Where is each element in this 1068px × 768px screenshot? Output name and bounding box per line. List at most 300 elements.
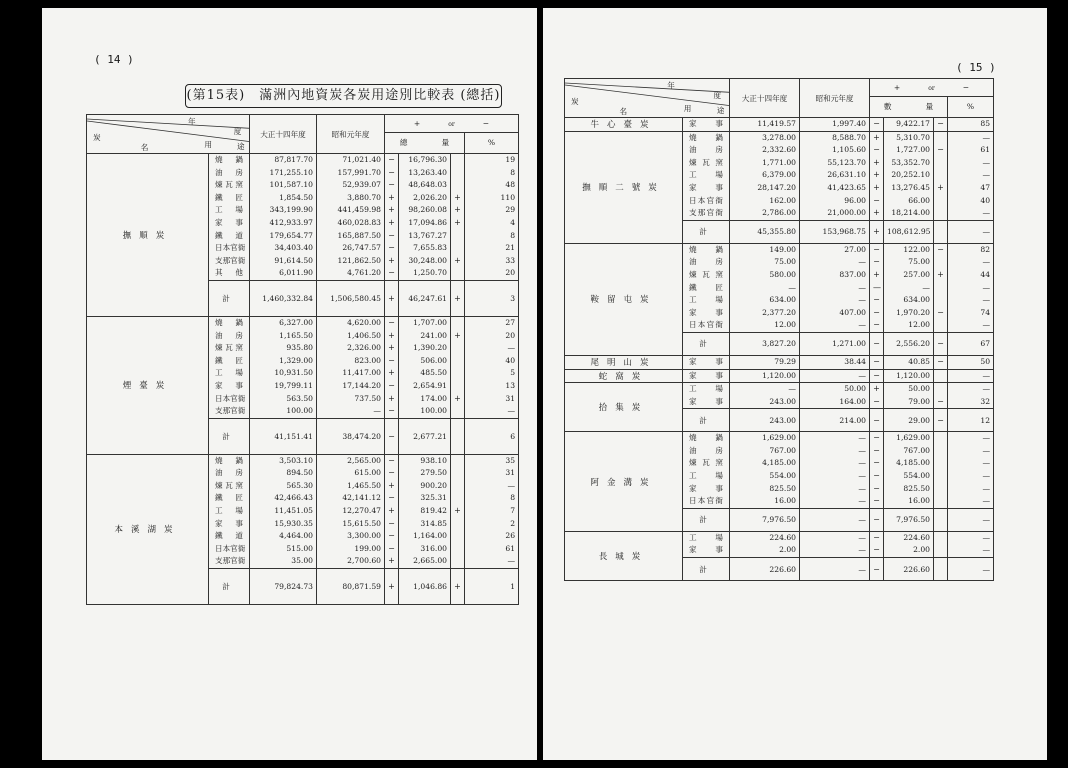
value-cell: 2,786.00 xyxy=(762,208,796,218)
value-cell: — xyxy=(982,433,991,443)
value-cell: 3,278.00 xyxy=(762,132,796,142)
percent-values xyxy=(948,383,994,409)
value-cell: — xyxy=(858,370,866,380)
diff-signs xyxy=(870,369,884,383)
value-cell: 554.00 xyxy=(903,471,930,481)
subtotal-taisho14: 3,827.20 xyxy=(730,332,800,355)
subtotal-percent-sign xyxy=(934,508,948,531)
use-label: 日本官衙 xyxy=(215,393,246,403)
use-label: 家事 xyxy=(689,182,723,192)
sign-cell xyxy=(454,355,461,368)
showa1-values xyxy=(317,454,385,568)
header-taisho14: 大正十四年度 xyxy=(250,115,317,154)
value-cell: — xyxy=(982,257,991,267)
value-cell: 407.00 xyxy=(839,307,866,317)
sign-cell: − xyxy=(873,295,880,305)
comparison-table-right xyxy=(564,78,994,581)
header-nen: 年 xyxy=(188,117,196,126)
value-cell: 21 xyxy=(505,243,516,253)
table-row xyxy=(565,531,994,557)
value-cell: 19,799.11 xyxy=(274,380,313,390)
header-name: 名 xyxy=(140,143,149,153)
header-coal: 炭 xyxy=(93,133,101,143)
value-cell: 4,464.00 xyxy=(279,531,313,541)
subtotal-taisho14: 79,824.73 xyxy=(250,569,317,605)
value-cell: — xyxy=(982,295,991,305)
subtotal-showa1: 1,271.00 xyxy=(800,332,870,355)
header-quantity-label: 量 xyxy=(925,102,934,112)
value-cell: — xyxy=(507,480,516,490)
value-cell: 2.00 xyxy=(779,545,796,555)
percent-values xyxy=(465,154,519,281)
value-cell: 343,199.90 xyxy=(269,205,313,215)
value-cell: — xyxy=(858,445,866,455)
header-to: 途 xyxy=(236,141,245,151)
sign-cell: + xyxy=(388,192,395,202)
sign-cell: + xyxy=(873,157,880,167)
value-cell: 900.20 xyxy=(420,480,447,490)
percent-signs xyxy=(934,243,948,332)
value-cell: — xyxy=(507,556,516,566)
diff-values xyxy=(884,432,934,509)
header-minus: − xyxy=(482,118,490,128)
taisho14-values xyxy=(730,383,800,409)
diff-values xyxy=(884,355,934,369)
percent-values xyxy=(948,131,994,220)
sign-cell: − xyxy=(873,356,880,366)
subtotal-percent-sign: − xyxy=(934,332,948,355)
header-showa1: 昭和元年度 xyxy=(800,79,870,118)
use-label: 家事 xyxy=(689,545,723,555)
sign-cell xyxy=(937,169,944,182)
header-total xyxy=(870,96,948,117)
use-label: 鐵道 xyxy=(215,531,243,541)
value-cell: 16.00 xyxy=(908,496,930,506)
value-cell: 149.00 xyxy=(769,244,796,254)
value-cell: 3,300.00 xyxy=(347,531,381,541)
sign-cell xyxy=(937,432,944,445)
value-cell: 40 xyxy=(505,355,516,365)
use-label: 煉瓦窯 xyxy=(689,157,723,167)
value-cell: — xyxy=(858,458,866,468)
subtotal-showa1: — xyxy=(800,558,870,581)
sign-cell: + xyxy=(388,217,395,227)
value-cell: 7 xyxy=(510,506,516,516)
header-plus-or-minus xyxy=(870,79,994,97)
table-row xyxy=(565,432,994,509)
value-cell: 2,665.00 xyxy=(413,556,447,566)
value-cell: 85 xyxy=(980,119,991,128)
taisho14-values xyxy=(730,369,800,383)
use-label: 家事 xyxy=(689,396,723,406)
taisho14-values xyxy=(730,355,800,369)
value-cell: 171,255.10 xyxy=(269,167,313,177)
value-cell: 1,390.20 xyxy=(413,343,447,353)
sign-cell: − xyxy=(873,496,880,506)
value-cell: 50.00 xyxy=(908,384,930,394)
value-cell: 4,761.20 xyxy=(347,268,381,278)
table-row xyxy=(87,154,519,281)
value-cell: 20 xyxy=(505,268,516,278)
value-cell: 1,629.00 xyxy=(896,433,930,443)
percent-values xyxy=(948,118,994,132)
sign-cell: − xyxy=(873,119,880,128)
use-label: 油房 xyxy=(215,167,243,177)
value-cell: 162.00 xyxy=(769,195,796,205)
percent-values xyxy=(948,243,994,332)
use-label: 工場 xyxy=(689,471,723,481)
diff-values xyxy=(884,531,934,557)
subtotal-label: 計 xyxy=(683,220,730,243)
use-label: 油房 xyxy=(689,445,723,455)
sign-cell xyxy=(454,167,461,180)
sign-cell xyxy=(454,267,461,280)
sign-cell: + xyxy=(873,170,880,180)
value-cell: 938.10 xyxy=(420,455,447,465)
percent-signs xyxy=(451,454,465,568)
header-plus: + xyxy=(413,118,421,128)
percent-signs xyxy=(934,383,948,409)
subtotal-percent: 12 xyxy=(948,409,994,432)
use-label: 工場 xyxy=(689,532,723,542)
sign-cell: + xyxy=(454,205,461,215)
sign-cell: − xyxy=(388,268,395,278)
subtotal-percent: 67 xyxy=(948,332,994,355)
subtotal-percent-sign xyxy=(934,558,948,581)
value-cell: 1,406.50 xyxy=(347,330,381,340)
coal-name: 尾明山炭 xyxy=(565,355,683,369)
sign-cell: + xyxy=(454,393,461,403)
sign-cell: + xyxy=(388,368,395,378)
value-cell: 1,707.00 xyxy=(413,317,447,327)
sign-cell xyxy=(937,544,944,557)
header-showa1: 昭和元年度 xyxy=(317,115,385,154)
sign-cell: − xyxy=(388,167,395,177)
value-cell: 87,817.70 xyxy=(274,155,313,164)
value-cell: 28,147.20 xyxy=(757,182,796,192)
value-cell: 13,263.40 xyxy=(408,167,447,177)
value-cell: 50 xyxy=(980,356,991,366)
sign-cell xyxy=(454,530,461,543)
sign-cell: + xyxy=(454,255,461,265)
subtotal-sign: − xyxy=(870,558,884,581)
subtotal-diff: 46,247.61 xyxy=(399,280,451,316)
diff-values xyxy=(884,383,934,409)
subtotal-taisho14: 45,355.80 xyxy=(730,220,800,243)
value-cell: 2,332.60 xyxy=(762,145,796,155)
value-cell: 53,352.70 xyxy=(891,157,930,167)
value-cell: 96.00 xyxy=(844,195,866,205)
sign-cell: + xyxy=(873,208,880,218)
subtotal-label: 計 xyxy=(683,409,730,432)
subtotal-percent-sign xyxy=(451,418,465,454)
sign-cell xyxy=(454,242,461,255)
value-cell: 823.00 xyxy=(354,355,381,365)
value-cell: — xyxy=(982,132,991,142)
value-cell: 279.50 xyxy=(420,468,447,478)
sign-cell: − xyxy=(937,356,944,366)
use-label: 鐵匠 xyxy=(215,355,243,365)
table-row xyxy=(565,243,994,332)
use-label: 日本官衙 xyxy=(215,243,246,253)
coal-name: 拾集炭 xyxy=(565,383,683,432)
sign-cell xyxy=(937,195,944,208)
value-cell: 101,587.10 xyxy=(269,180,313,190)
taisho14-values xyxy=(730,243,800,332)
sign-cell xyxy=(937,457,944,470)
sign-cell: − xyxy=(873,257,880,267)
value-cell: — xyxy=(982,445,991,455)
diff-signs xyxy=(870,432,884,509)
value-cell: 4,185.00 xyxy=(762,458,796,468)
sign-cell: − xyxy=(937,145,944,155)
use-list xyxy=(683,355,730,369)
percent-signs xyxy=(451,154,465,281)
value-cell: — xyxy=(982,471,991,481)
value-cell: 634.00 xyxy=(903,295,930,305)
sign-cell xyxy=(937,294,944,307)
sign-cell: − xyxy=(873,307,880,317)
taisho14-values xyxy=(730,432,800,509)
showa1-values xyxy=(800,131,870,220)
sign-cell: + xyxy=(388,393,395,403)
value-cell: 767.00 xyxy=(769,445,796,455)
diff-values xyxy=(884,118,934,132)
subtotal-showa1: 38,474.20 xyxy=(317,418,385,454)
sign-cell: − xyxy=(873,396,880,406)
value-cell: — xyxy=(373,406,381,416)
sign-cell xyxy=(454,179,461,192)
use-label: 煉瓦窯 xyxy=(215,180,243,190)
subtotal-taisho14: 41,151.41 xyxy=(250,418,317,454)
value-cell: 1,165.50 xyxy=(279,330,313,340)
subtotal-label: 計 xyxy=(209,280,250,316)
value-cell: 6,327.00 xyxy=(279,317,313,327)
page-number: ( 15 ) xyxy=(956,61,996,74)
diff-values xyxy=(399,316,451,418)
sign-cell xyxy=(454,555,461,568)
use-list xyxy=(209,316,250,418)
diff-signs xyxy=(870,243,884,332)
coal-name: 撫順炭 xyxy=(87,154,209,317)
sign-cell: − xyxy=(873,458,880,468)
subtotal-percent: 3 xyxy=(465,280,519,316)
subtotal-sign: + xyxy=(385,280,399,316)
diff-signs xyxy=(870,131,884,220)
coal-name: 阿金溝炭 xyxy=(565,432,683,532)
value-cell: 2,654.91 xyxy=(413,380,447,390)
header-percent: % xyxy=(465,132,519,153)
value-cell: 26,631.10 xyxy=(827,170,866,180)
sign-cell: − xyxy=(937,119,944,128)
value-cell: 44 xyxy=(980,269,991,279)
value-cell: — xyxy=(922,282,930,292)
sign-cell: − xyxy=(873,195,880,205)
sign-cell: + xyxy=(454,192,461,202)
table-row xyxy=(87,454,519,568)
value-cell: — xyxy=(858,532,866,542)
value-cell: 1,120.00 xyxy=(762,370,796,380)
value-cell: 767.00 xyxy=(903,445,930,455)
subtotal-label: 計 xyxy=(209,418,250,454)
use-list xyxy=(683,383,730,409)
use-label: 家事 xyxy=(689,356,723,366)
value-cell: 2,326.00 xyxy=(347,343,381,353)
subtotal-diff: 7,976.50 xyxy=(884,508,934,531)
page-number: ( 14 ) xyxy=(94,53,134,66)
value-cell: 412,933.97 xyxy=(269,217,313,227)
value-cell: 13,767.27 xyxy=(408,230,447,240)
value-cell: 565.30 xyxy=(286,480,313,490)
table-row xyxy=(565,355,994,369)
use-label: 燒鍋 xyxy=(215,317,243,327)
header-percent: % xyxy=(948,96,994,117)
sign-cell: − xyxy=(388,518,395,528)
percent-signs xyxy=(451,316,465,418)
sign-cell: − xyxy=(873,145,880,155)
value-cell: 7,655.83 xyxy=(413,243,447,253)
use-label: 家事 xyxy=(689,119,723,128)
value-cell: 20 xyxy=(505,330,516,340)
diff-signs xyxy=(870,531,884,557)
diff-values xyxy=(884,131,934,220)
value-cell: 121,862.50 xyxy=(337,255,381,265)
value-cell: 506.00 xyxy=(420,355,447,365)
sign-cell: − xyxy=(388,455,395,465)
header-minus: − xyxy=(962,82,970,92)
value-cell: 3,503.10 xyxy=(279,455,313,465)
sign-cell xyxy=(454,342,461,355)
value-cell: 165,887.50 xyxy=(337,230,381,240)
value-cell: 12.00 xyxy=(774,320,796,330)
value-cell: 48,648.03 xyxy=(408,180,447,190)
value-cell: 3,880.70 xyxy=(347,192,381,202)
percent-signs xyxy=(934,369,948,383)
value-cell: 110 xyxy=(500,192,516,202)
value-cell: 485.50 xyxy=(420,368,447,378)
header-plus: + xyxy=(893,82,901,92)
subtotal-sign: − xyxy=(385,418,399,454)
coal-name: 本溪湖炭 xyxy=(87,454,209,604)
sign-cell: + xyxy=(454,506,461,516)
sign-cell xyxy=(454,405,461,418)
value-cell: 9,422.17 xyxy=(896,119,930,128)
sign-cell xyxy=(937,483,944,496)
value-cell: — xyxy=(982,170,991,180)
sign-cell xyxy=(454,455,461,468)
diff-values xyxy=(399,454,451,568)
use-list xyxy=(683,243,730,332)
header-nen: 年 xyxy=(667,81,675,90)
value-cell: 515.00 xyxy=(286,543,313,553)
value-cell: — xyxy=(982,545,991,555)
subtotal-label: 計 xyxy=(683,558,730,581)
value-cell: 100.00 xyxy=(420,406,447,416)
subtotal-diff: 226.60 xyxy=(884,558,934,581)
use-label: 煉瓦窯 xyxy=(215,343,243,353)
subtotal-sign: − xyxy=(870,409,884,432)
value-cell: 243.00 xyxy=(769,396,796,406)
table-row xyxy=(87,316,519,418)
subtotal-percent-sign xyxy=(934,220,948,243)
header-coal: 炭 xyxy=(571,97,579,107)
header-or: or xyxy=(448,120,455,128)
use-label: 家事 xyxy=(689,307,723,317)
use-label: 工場 xyxy=(689,384,723,394)
value-cell: 563.50 xyxy=(286,393,313,403)
subtotal-taisho14: 7,976.50 xyxy=(730,508,800,531)
diff-signs xyxy=(385,454,399,568)
use-list xyxy=(209,454,250,568)
use-label: 油房 xyxy=(215,330,243,340)
subtotal-taisho14: 1,460,332.84 xyxy=(250,280,317,316)
value-cell: 2 xyxy=(510,518,516,528)
subtotal-label: 計 xyxy=(683,332,730,355)
use-label: 家事 xyxy=(689,370,723,380)
table-row xyxy=(565,369,994,383)
percent-signs xyxy=(934,131,948,220)
value-cell: 837.00 xyxy=(839,269,866,279)
value-cell: 8 xyxy=(510,230,516,240)
sign-cell: − xyxy=(937,307,944,317)
use-label: 工場 xyxy=(215,506,243,516)
value-cell: 737.50 xyxy=(354,393,381,403)
sign-cell: − xyxy=(873,471,880,481)
sign-cell xyxy=(454,480,461,493)
sign-cell: + xyxy=(388,205,395,215)
value-cell: 1,771.00 xyxy=(762,157,796,167)
value-cell: — xyxy=(858,496,866,506)
value-cell: 1,120.00 xyxy=(896,370,930,380)
value-cell: — xyxy=(982,157,991,167)
use-label: 家事 xyxy=(689,483,723,493)
right-page xyxy=(543,8,1047,760)
use-label: 家事 xyxy=(215,518,243,528)
use-label: 日本官衙 xyxy=(215,543,246,553)
use-label: 家事 xyxy=(215,380,243,390)
subtotal-percent: 1 xyxy=(465,569,519,605)
subtotal-sign: − xyxy=(870,332,884,355)
subtotal-percent: — xyxy=(948,220,994,243)
subtotal-taisho14: 226.60 xyxy=(730,558,800,581)
value-cell: 16,796.30 xyxy=(408,155,447,164)
diff-signs xyxy=(870,383,884,409)
value-cell: — xyxy=(788,384,796,394)
value-cell: 19 xyxy=(505,155,516,164)
subtotal-diff: 2,556.20 xyxy=(884,332,934,355)
value-cell: 634.00 xyxy=(769,295,796,305)
sign-cell xyxy=(937,319,944,332)
sign-cell: − xyxy=(873,244,880,254)
use-list xyxy=(683,118,730,132)
sign-cell: − xyxy=(388,355,395,365)
value-cell: — xyxy=(858,471,866,481)
value-cell: 1,105.60 xyxy=(832,145,866,155)
value-cell: 615.00 xyxy=(354,468,381,478)
sign-cell: + xyxy=(388,480,395,490)
value-cell: — xyxy=(982,282,991,292)
use-label: 煉瓦窯 xyxy=(689,269,723,279)
value-cell: 10,931.50 xyxy=(274,368,313,378)
value-cell: 74 xyxy=(980,307,991,317)
value-cell: 1,465.50 xyxy=(347,480,381,490)
use-label: 鐵匠 xyxy=(215,192,243,202)
showa1-values xyxy=(800,369,870,383)
value-cell: 75.00 xyxy=(774,257,796,267)
value-cell: 2,026.20 xyxy=(413,192,447,202)
value-cell: 61 xyxy=(980,145,991,155)
table-row xyxy=(565,383,994,409)
